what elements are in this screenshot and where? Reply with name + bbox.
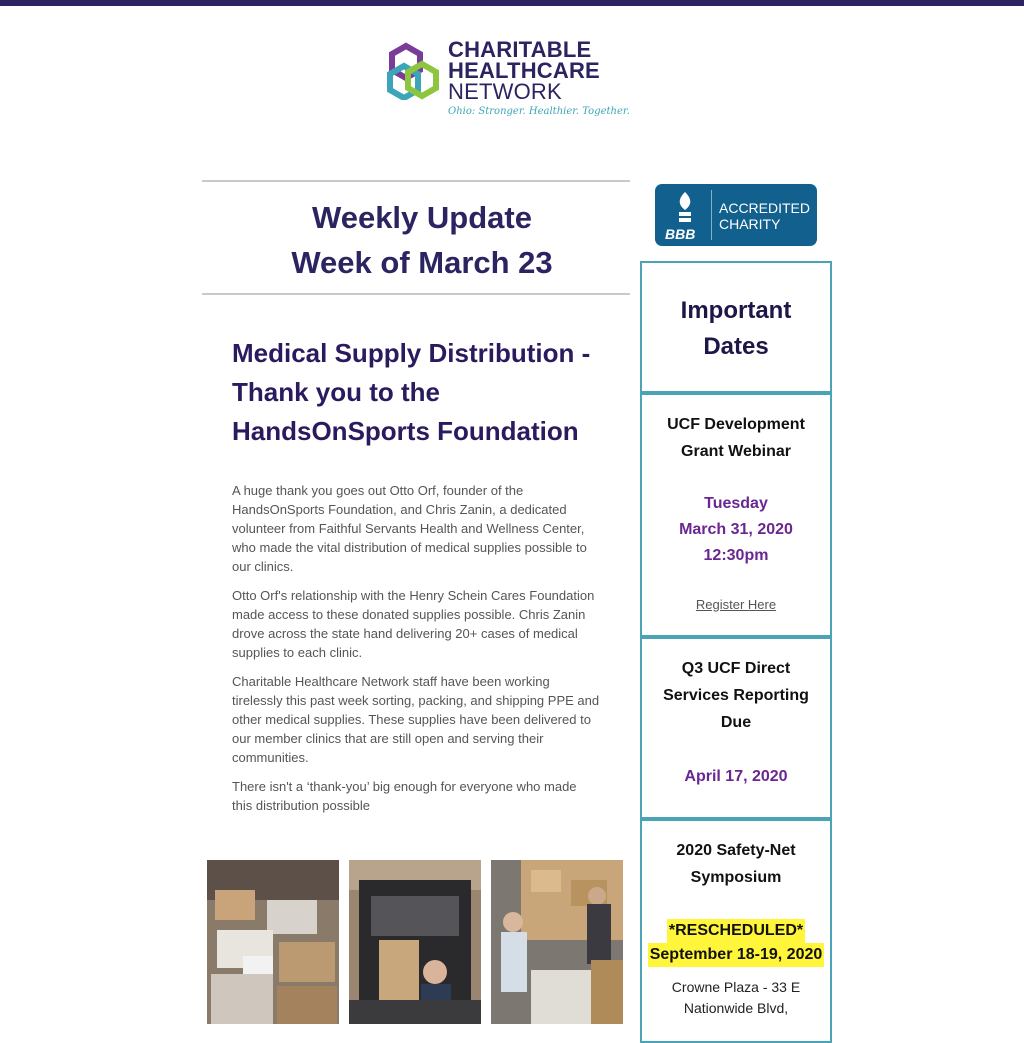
register-here-link[interactable]: Register Here (695, 597, 777, 612)
photo-van-image (349, 860, 481, 1024)
photo-warehouse-staff[interactable] (491, 860, 623, 1024)
event-address-line2: Nationwide Blvd, (683, 1000, 789, 1016)
logo-text-healthcare: HEALTHCARE (448, 58, 600, 83)
newsletter-title (202, 195, 642, 285)
rescheduled-date: September 18-19, 2020 (648, 943, 825, 967)
newsletter-title-line2: Week of March 23 (291, 245, 553, 280)
bbb-charity-text: CHARITY (719, 216, 781, 232)
event-title-line2: Symposium (690, 869, 782, 886)
event-card-ucf-webinar (640, 393, 832, 637)
important-dates-header-box (640, 261, 832, 393)
important-dates-heading-line1: Important (680, 297, 792, 324)
article-paragraph: Otto Orf's relationship with the Henry Schein Cares Foundation made access to these donated supplies possible. Chris Zanin drove across the state hand delivering 20+ cases of medical supplies to each clinic. (232, 588, 595, 660)
logo-tagline: Ohio: Stronger. Healthier. Together. (448, 106, 630, 117)
event-title-line3: Due (720, 714, 752, 731)
article-paragraph: A huge thank you goes out Otto Orf, founder of the HandsOnSports Foundation, and Chris Zanin, a dedicated volunteer from Faithful Servants Health and Wellness Center, who made the vital distribution of medical supplies possible to our clinics. (232, 483, 587, 574)
photo-warehouse-image (491, 860, 623, 1024)
bbb-text: BBB (665, 226, 696, 242)
photo-supplies-image (207, 860, 339, 1024)
photo-delivery-van[interactable] (349, 860, 481, 1024)
event-title-line2: Grant Webinar (681, 443, 791, 460)
logo-text-network: NETWORK (448, 79, 562, 104)
event-title-line1: 2020 Safety-Net (676, 842, 796, 859)
event-address-line1: Crowne Plaza - 33 E (671, 979, 801, 995)
hexagon-logo-icon (384, 42, 442, 100)
event-date-date: March 31, 2020 (679, 521, 793, 538)
newsletter-title-line1: Weekly Update (312, 200, 532, 235)
event-date (642, 491, 830, 569)
event-date: April 17, 2020 (684, 768, 788, 785)
rescheduled-label: *RESCHEDULED* (667, 919, 805, 943)
event-title (642, 655, 830, 736)
bbb-accredited-charity-badge[interactable] (655, 184, 817, 246)
article-body (232, 481, 600, 825)
charitable-healthcare-network-logo[interactable] (384, 38, 644, 122)
important-dates-heading (642, 293, 830, 365)
event-date-day: Tuesday (704, 495, 768, 512)
event-date-time: 12:30pm (703, 547, 769, 564)
bbb-divider (711, 190, 712, 240)
event-title (642, 411, 830, 465)
rescheduled-notice (642, 919, 830, 967)
title-top-divider (202, 180, 630, 182)
event-card-safety-net-symposium (640, 819, 832, 1043)
event-title-line1: Q3 UCF Direct (681, 660, 791, 677)
important-dates-heading-line2: Dates (703, 333, 769, 360)
photo-supply-boxes[interactable] (207, 860, 339, 1024)
title-bottom-divider (202, 293, 630, 295)
event-title (642, 837, 830, 891)
event-card-q3-reporting (640, 637, 832, 819)
top-accent-bar (0, 0, 1024, 6)
logo-text-charitable: CHARITABLE (448, 37, 592, 62)
article-paragraph: There isn't a ‘thank-you’ big enough for everyone who made this distribution possible (232, 779, 577, 813)
bbb-accredited-text: ACCREDITED (719, 200, 811, 216)
event-title-line1: UCF Development (667, 416, 805, 433)
article-paragraph: Charitable Healthcare Network staff have been working tirelessly this past week sorting, packing, and shipping PPE and other medical supplies. These supplies have been delivered to our member clinics that are still open and serving their communities. (232, 674, 600, 765)
article-title: Medical Supply Distribution - Thank you to the HandsOnSports Foundation (232, 338, 591, 446)
event-title-line2: Services Reporting (663, 687, 809, 704)
event-address (642, 977, 830, 1019)
